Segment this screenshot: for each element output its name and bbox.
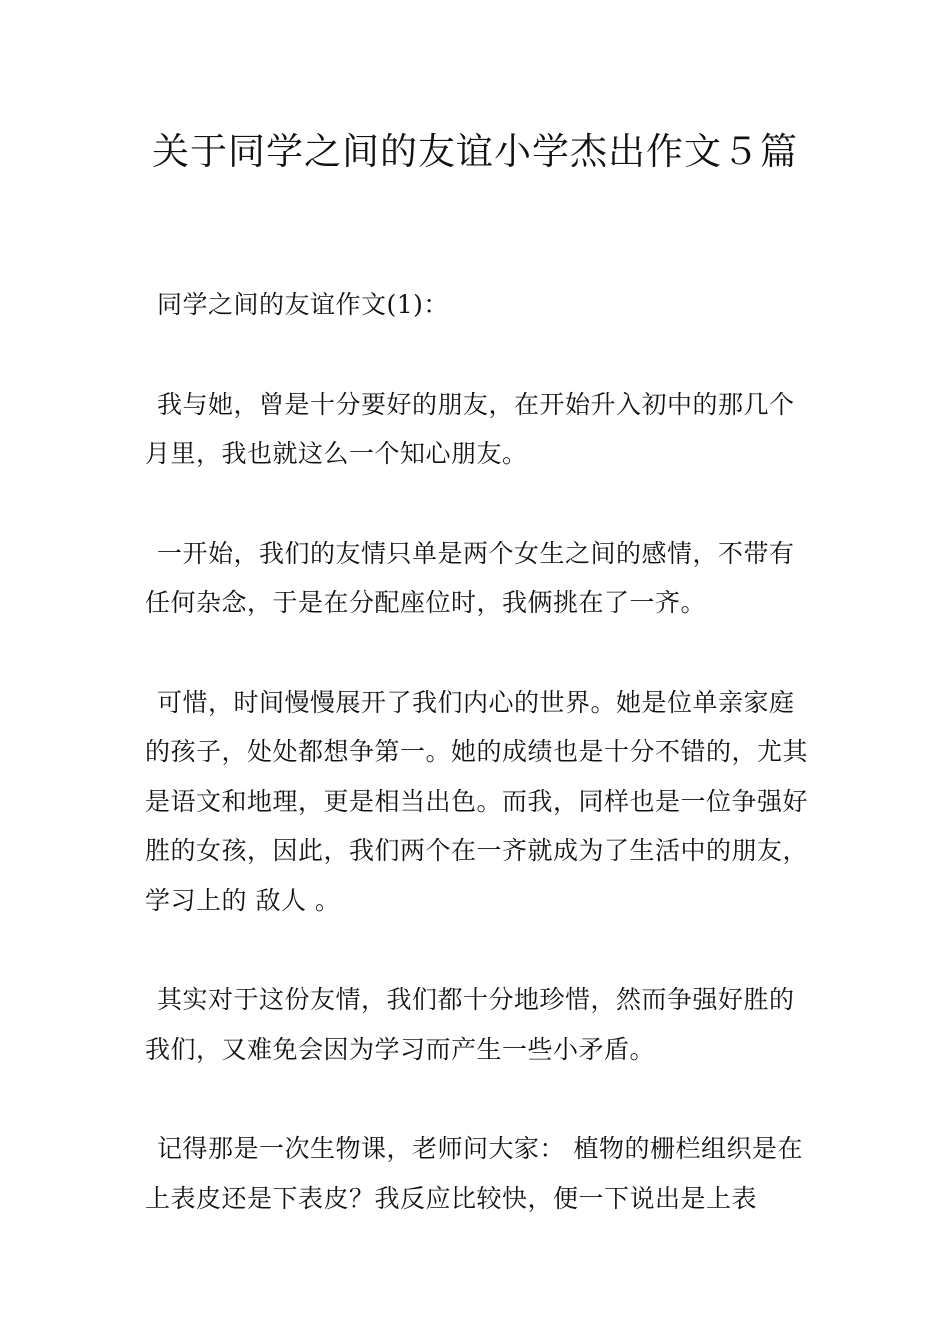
paragraph-6: 记得那是一次生物课，老师问大家： 植物的栅栏组织是在上表皮还是下表皮？我反应比较快，便一下说出是上表 [145, 1134, 803, 1213]
document-body [145, 280, 810, 1273]
document-title: 关于同学之间的友谊小学杰出作文５篇 [152, 130, 798, 173]
paragraph-4: 可惜，时间慢慢展开了我们内心的世界。她是位单亲家庭的孩子，处处都想争第一。她的成绩也是十分不错的，尤其是语文和地理，更是相当出色。而我，同样也是一位争强好胜的女孩，因此，我们两个在一齐就成为了生活中的朋友，学习上的 敌人 。 [145, 687, 809, 915]
paragraph-5: 其实对于这份友情，我们都十分地珍惜，然而争强好胜的我们，又难免会因为学习而产生一些小矛盾。 [145, 985, 795, 1064]
paragraph-1: 同学之间的友谊作文(1)： [157, 290, 449, 319]
paragraph-3: 一开始，我们的友情只单是两个女生之间的感情，不带有任何杂念，于是在分配座位时，我俩挑在了一齐。 [145, 538, 795, 617]
paragraph-2: 我与她，曾是十分要好的朋友，在开始升入初中的那几个月里，我也就这么一个知心朋友。 [145, 389, 795, 468]
